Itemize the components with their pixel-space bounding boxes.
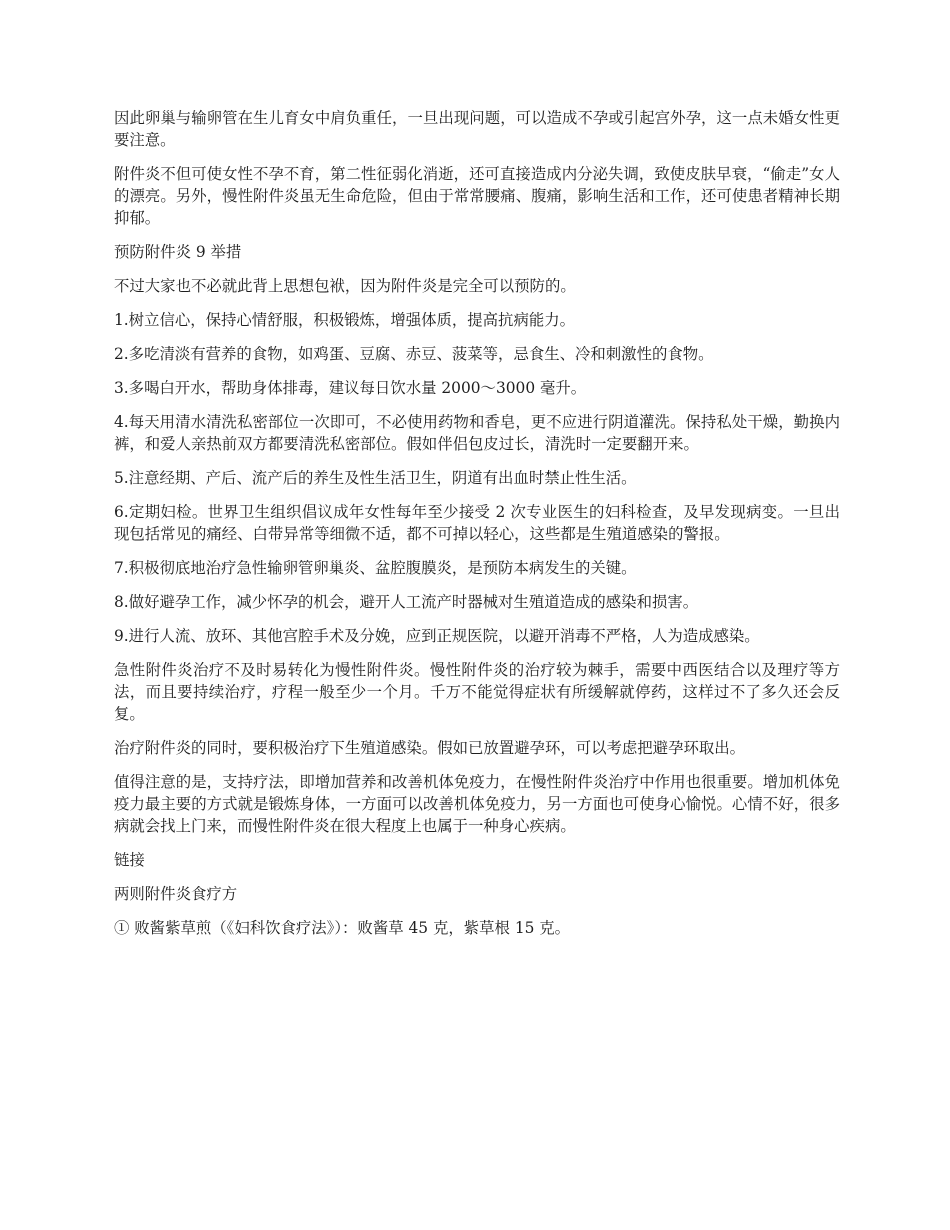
- section-heading-recipes: 两则附件炎食疗方: [114, 885, 238, 903]
- list-item-4: 4.每天用清水清洗私密部位一次即可，不必使用药物和香皂，更不应进行阴道灌洗。保持私处干燥，勤换内裤，和爱人亲热前双方都要清洗私密部位。假如伴侣包皮过长，清洗时一定要翻开来。: [114, 413, 840, 453]
- paragraph-intro: 因此卵巢与输卵管在生儿育女中肩负重任，一旦出现问题，可以造成不孕或引起宫外孕，这一点未婚女性更要注意。: [114, 109, 840, 149]
- list-item-7: 7.积极彻底地治疗急性输卵管卵巢炎、盆腔腹膜炎，是预防本病发生的关键。: [114, 559, 637, 577]
- list-item-6: 6.定期妇检。世界卫生组织倡议成年女性每年至少接受 2 次专业医生的妇科检查，及早发现病变。一旦出现包括常见的痛经、白带异常等细微不适，都不可掉以轻心，这些都是生殖道感染的警报。: [114, 503, 840, 543]
- list-item-1: 1.树立信心，保持心情舒服，积极锻炼，增强体质，提高抗病能力。: [114, 311, 576, 329]
- list-item-3: 3.多喝白开水，帮助身体排毒，建议每日饮水量 2000～3000 毫升。: [114, 379, 587, 397]
- list-item-8: 8.做好避孕工作，减少怀孕的机会，避开人工流产时器械对生殖道造成的感染和损害。: [114, 593, 699, 611]
- section-heading-prevention: 预防附件炎 9 举措: [114, 243, 242, 261]
- paragraph-treatment: 治疗附件炎的同时，要积极治疗下生殖道感染。假如已放置避孕环，可以考虑把避孕环取出。: [114, 739, 746, 757]
- document-body: [114, 107, 840, 951]
- section-heading-link: 链接: [114, 851, 145, 869]
- list-item-9: 9.进行人流、放环、其他宫腔手术及分娩，应到正规医院，以避开消毒不严格，人为造成感染。: [114, 627, 760, 645]
- paragraph-prevention-intro: 不过大家也不必就此背上思想包袱，因为附件炎是完全可以预防的。: [114, 277, 576, 295]
- recipe-item-1: ① 败酱紫草煎（《妇科饮食疗法》）：败酱草 45 克，紫草根 15 克。: [114, 919, 571, 937]
- paragraph-chronic: 急性附件炎治疗不及时易转化为慢性附件炎。慢性附件炎的治疗较为棘手，需要中西医结合以及理疗等方法，而且要持续治疗，疗程一般至少一个月。千万不能觉得症状有所缓解就停药，这样过不了多久还会反复。: [114, 661, 840, 723]
- list-item-2: 2.多吃清淡有营养的食物，如鸡蛋、豆腐、赤豆、菠菜等，忌食生、冷和刺激性的食物。: [114, 345, 714, 363]
- paragraph-immunity: 值得注意的是，支持疗法，即增加营养和改善机体免疫力，在慢性附件炎治疗中作用也很重要。增加机体免疫力最主要的方式就是锻炼身体，一方面可以改善机体免疫力，另一方面也可使身心愉悦。心情不好，很多病就会找上门来，而慢性附件炎在很大程度上也属于一种身心疾病。: [114, 773, 840, 835]
- paragraph-harm: 附件炎不但可使女性不孕不育，第二性征弱化消逝，还可直接造成内分泌失调，致使皮肤早衰，“偷走”女人的漂亮。另外，慢性附件炎虽无生命危险，但由于常常腰痛、腹痛，影响生活和工作，还可使患者精神长期抑郁。: [114, 165, 840, 227]
- list-item-5: 5.注意经期、产后、流产后的养生及性生活卫生，阴道有出血时禁止性生活。: [114, 469, 637, 487]
